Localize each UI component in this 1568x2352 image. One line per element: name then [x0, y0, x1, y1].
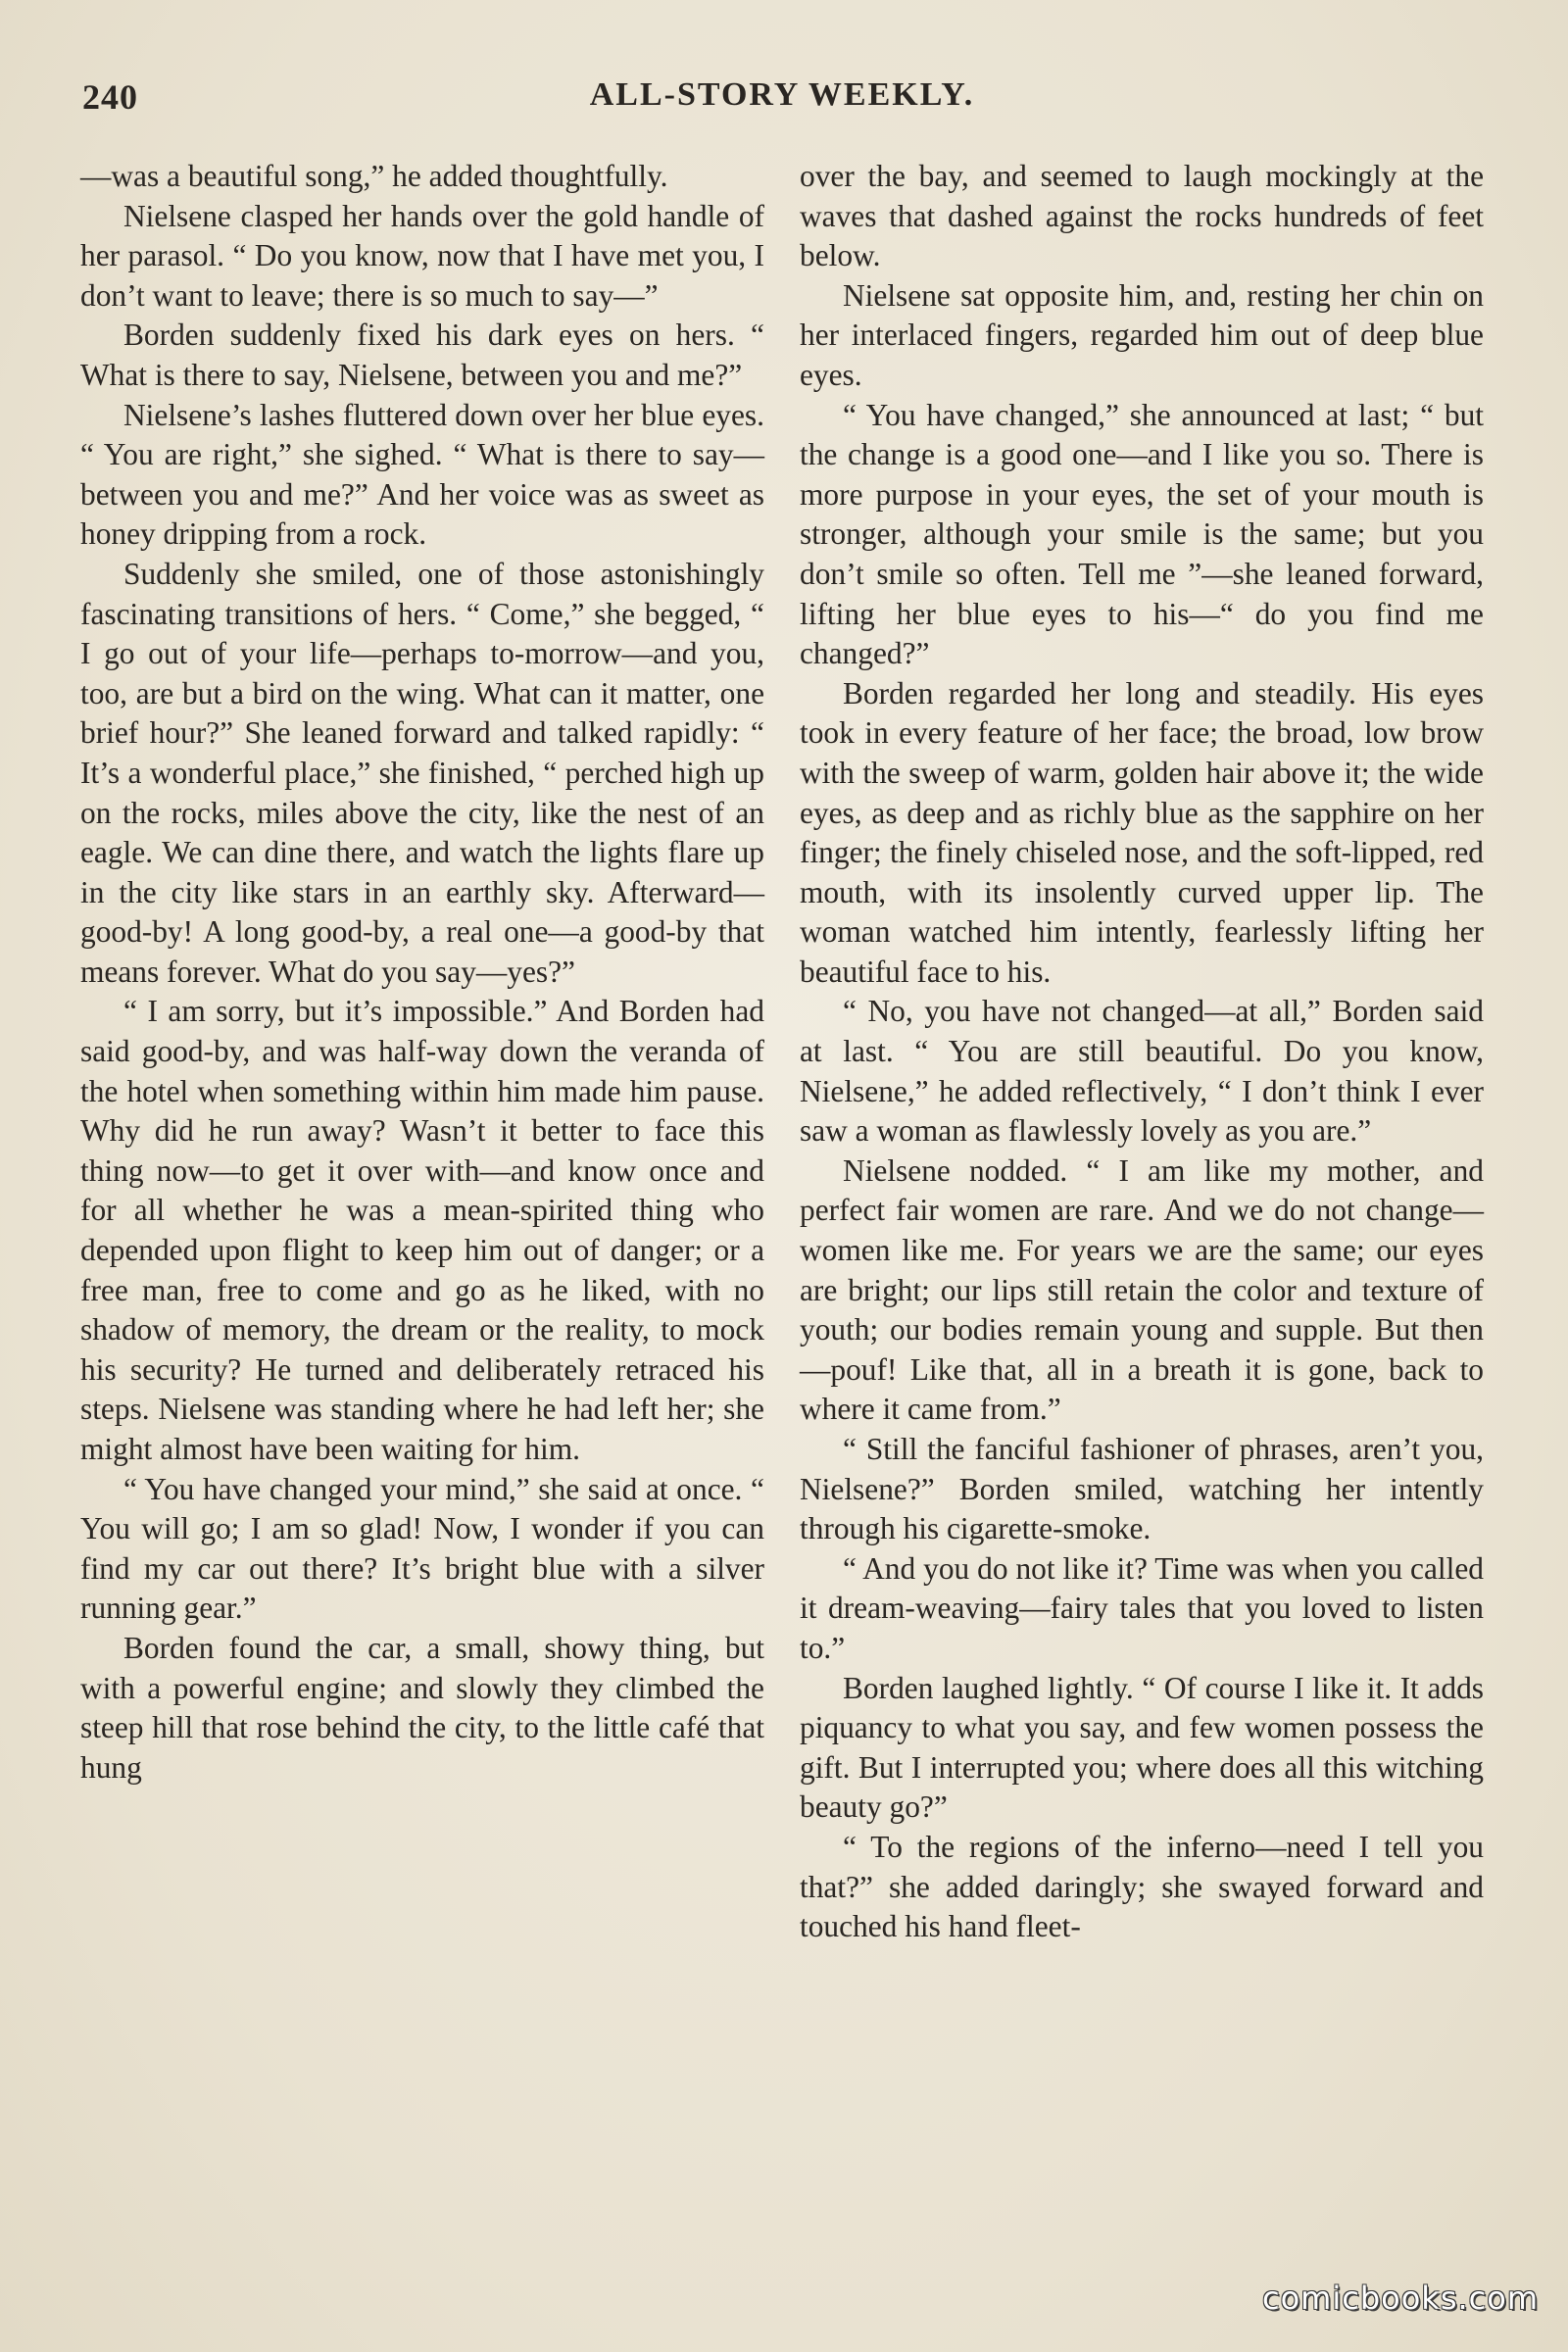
paragraph: Borden found the car, a small, showy thing, but with a powerful engine; and slowly they climbed the steep hill that rose behind the city, to the little café that hung — [80, 1630, 764, 1785]
site-watermark: comicbooks.com — [1261, 2279, 1539, 2317]
paragraph: Suddenly she smiled, one of those astonishingly fascinating transitions of hers. “ Come,” she begged, “ I go out of your life—perhaps to-morrow—and you, too, are but a bird on the wing. What can it matter, one brief hour?” She leaned forward and talked rapidly: “ It’s a wonderful place,” she finished, “ perched high up on the rocks, miles above the city, like the nest of an eagle. We can dine there, and watch the lights flare up in the city like stars in an earthly sky. Afterward—good-by! A long good-by, a real one—a good-by that means forever. What do you say—yes?” — [80, 556, 764, 989]
left-column — [80, 157, 764, 1788]
paragraph: Nielsene nodded. “ I am like my mother, and perfect fair women are rare. And we do not change—women like me. For years we are the same; our eyes are bright; our lips still retain the color and texture of youth; our bodies remain young and supple. But then—pouf! Like that, all in a breath it is gone, back to where it came from.” — [800, 1152, 1484, 1427]
paragraph: “ No, you have not changed—at all,” Borden said at last. “ You are still beautiful. Do you know, Nielsene,” he added reflectively, “ I don’t think I ever saw a woman as flawlessly lovely as you are.” — [800, 994, 1484, 1149]
running-title: ALL-STORY WEEKLY. — [589, 76, 975, 113]
paragraph: Borden laughed lightly. “ Of course I like it. It adds piquancy to what you say, and few women possess the gift. But I interrupted you; where does all this witching beauty go?” — [800, 1670, 1484, 1825]
paragraph: “ And you do not like it? Time was when you called it dream-weaving—fairy tales that you loved to listen to.” — [800, 1550, 1484, 1665]
paragraph: over the bay, and seemed to laugh mockingly at the waves that dashed against the rocks hundreds of feet below. — [800, 159, 1484, 273]
paragraph: Nielsene clasped her hands over the gold handle of her parasol. “ Do you know, now that I have met you, I don’t want to leave; there is so much to say—” — [80, 198, 764, 313]
paragraph: “ Still the fanciful fashioner of phrases, aren’t you, Nielsene?” Borden smiled, watching her intently through his cigarette-smoke. — [800, 1432, 1484, 1546]
paragraph: “ To the regions of the inferno—need I tell you that?” she added daringly; she swayed forward and touched his hand fleet- — [800, 1829, 1484, 1944]
paragraph: Borden suddenly fixed his dark eyes on hers. “ What is there to say, Nielsene, between you and me?” — [80, 318, 764, 392]
paragraph: “ You have changed your mind,” she said at once. “ You will go; I am so glad! Now, I wonder if you can find my car out there? It’s bright blue with a silver running gear.” — [80, 1471, 764, 1626]
paragraph: Borden regarded her long and steadily. His eyes took in every feature of her face; the broad, low brow with the sweep of warm, golden hair above it; the wide eyes, as deep and as richly blue as the sapphire on her finger; the finely chiseled nose, and the soft-lipped, red mouth, with its insolently curved upper lip. The woman watched him intently, fearlessly lifting her beautiful face to his. — [800, 675, 1484, 989]
page-header — [82, 76, 1482, 125]
paragraph: —was a beautiful song,” he added thoughtfully. — [80, 159, 668, 193]
page-number: 240 — [82, 77, 138, 117]
paragraph: Nielsene sat opposite him, and, resting her chin on her interlaced fingers, regarded him out of deep blue eyes. — [800, 277, 1484, 392]
paragraph: Nielsene’s lashes fluttered down over her blue eyes. “ You are right,” she sighed. “ What is there to say—between you and me?” And her voice was as sweet as honey dripping from a rock. — [80, 397, 764, 552]
paragraph: “ You have changed,” she announced at last; “ but the change is a good one—and I like you so. There is more purpose in your eyes, the set of your mouth is stronger, although your smile is the same; but you don’t smile so often. Tell me ”—she leaned forward, lifting her blue eyes to his—“ do you find me changed?” — [800, 397, 1484, 671]
paragraph: “ I am sorry, but it’s impossible.” And Borden had said good-by, and was half-way down the veranda of the hotel when something within him made him pause. Why did he run away? Wasn’t it better to face this thing now—to get it over with—and know once and for all whether he was a mean-spirited thing who depended upon flight to keep him out of danger; or a free man, free to come and go as he liked, with no shadow of memory, the dream or the reality, to mock his security? He turned and deliberately retraced his steps. Nielsene was standing where he had left her; she might almost have been waiting for him. — [80, 994, 764, 1466]
right-column — [800, 157, 1484, 1947]
